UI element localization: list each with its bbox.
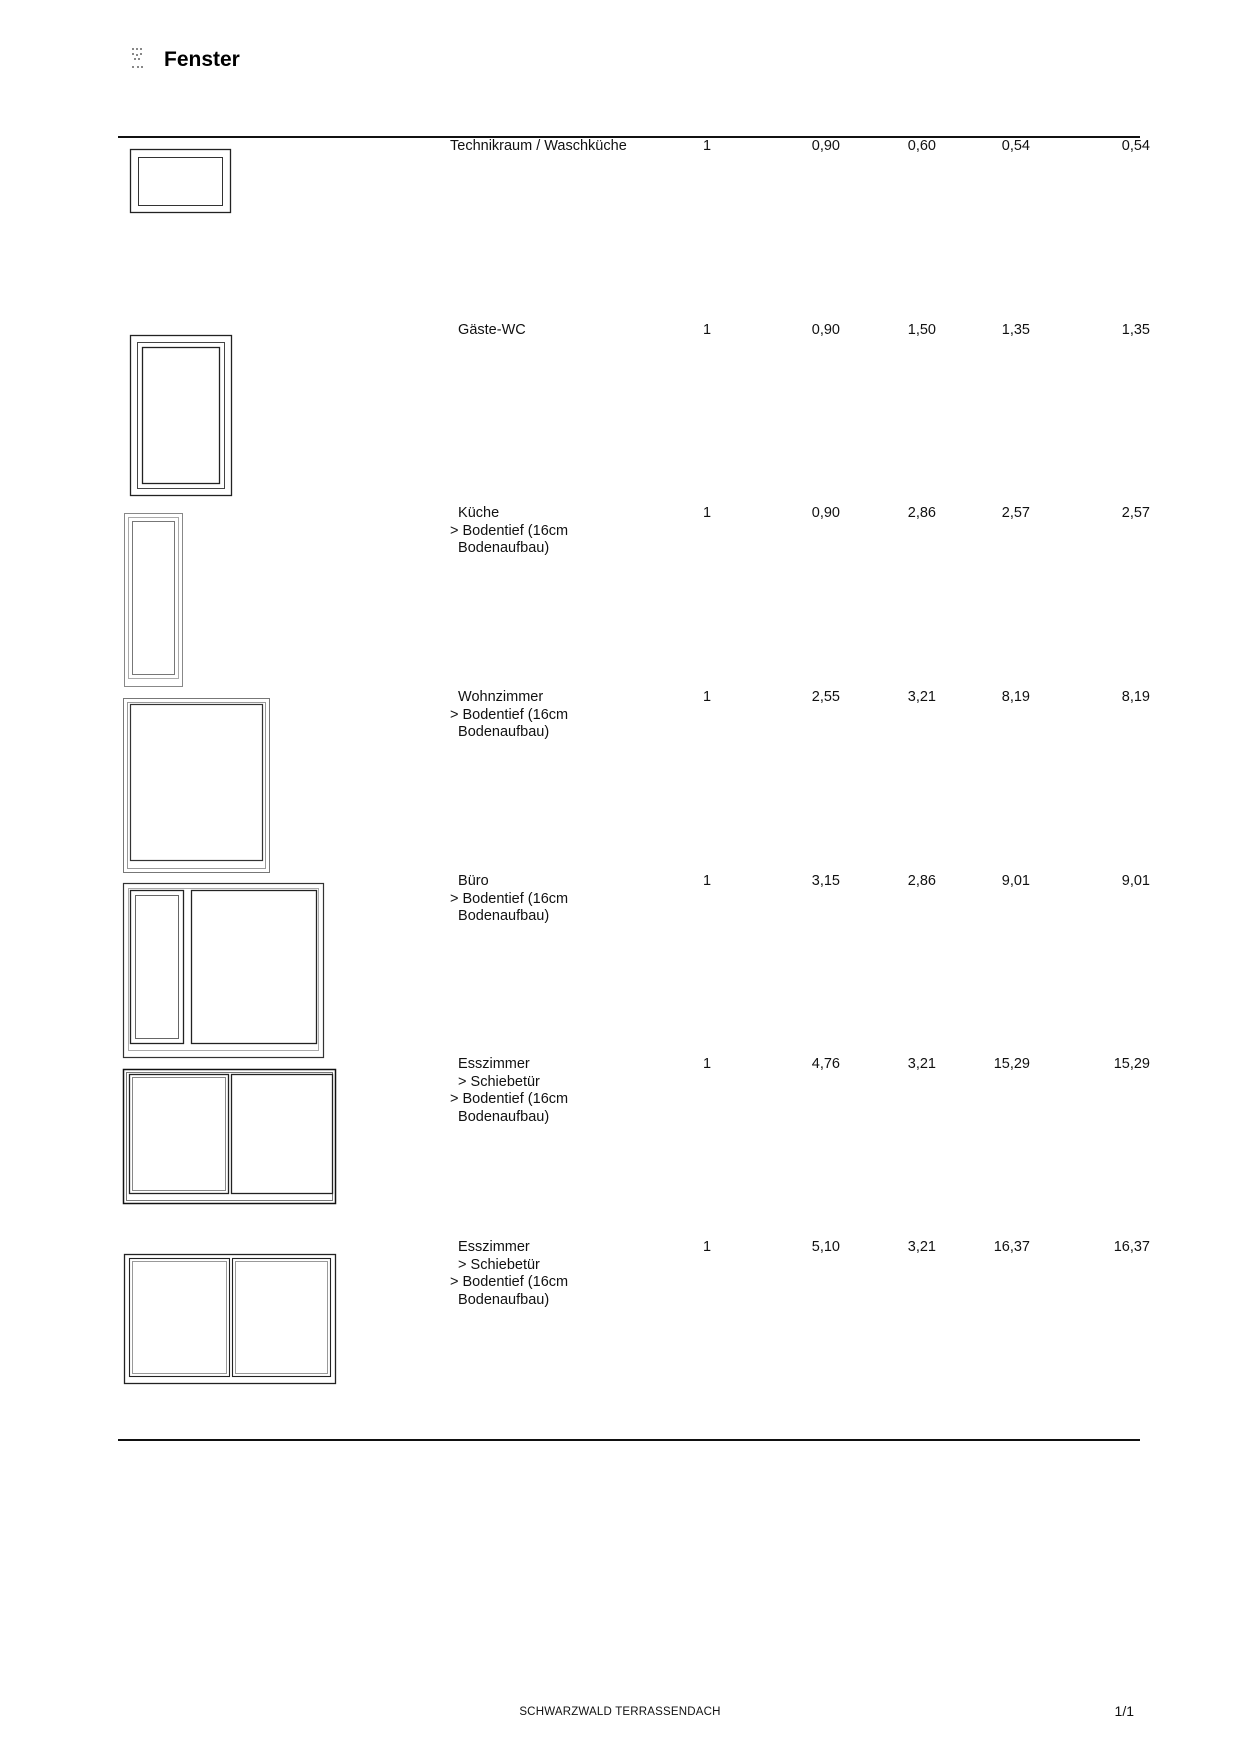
page-number: 1/1 <box>1114 1703 1134 1719</box>
area-cell: 9,01 <box>1001 873 1030 889</box>
room-label: Esszimmer > Schiebetür > Bodentief (16cm Bodenaufbau) <box>450 1239 569 1308</box>
count-cell: 1 <box>702 322 712 338</box>
page-title: Fenster <box>164 48 240 71</box>
total-area-cell: 8,19 <box>1121 689 1150 705</box>
width-cell: 0,90 <box>811 138 840 154</box>
window-elevation-drawing <box>118 873 438 1053</box>
total-area-cell: 16,37 <box>1113 1239 1150 1255</box>
window-elevation-drawing <box>118 322 438 502</box>
count-cell: 1 <box>702 873 712 889</box>
width-cell: 2,55 <box>811 689 840 705</box>
count-cell: 1 <box>702 505 712 521</box>
height-cell: 1,50 <box>907 322 936 338</box>
area-cell: 16,37 <box>993 1239 1030 1255</box>
company-logo-icon <box>130 46 146 72</box>
width-cell: 0,90 <box>811 505 840 521</box>
window-elevation-drawing <box>118 505 438 685</box>
height-cell: 3,21 <box>907 1239 936 1255</box>
room-label: Esszimmer > Schiebetür > Bodentief (16cm Bodenaufbau) <box>450 1056 569 1125</box>
total-area-cell: 2,57 <box>1121 505 1150 521</box>
height-cell: 3,21 <box>907 689 936 705</box>
footer-project-name: SCHWARZWALD TERRASSENDACH <box>519 1706 721 1718</box>
height-cell: 0,60 <box>907 138 936 154</box>
total-area-cell: 1,35 <box>1121 322 1150 338</box>
window-row-kueche[interactable] <box>118 505 1150 689</box>
area-cell: 15,29 <box>993 1056 1030 1072</box>
window-row-esszimmer-1[interactable] <box>118 1056 1150 1240</box>
room-label: Küche > Bodentief (16cm Bodenaufbau) <box>450 505 569 556</box>
room-label: Gäste-WC <box>450 322 526 338</box>
width-cell: 5,10 <box>811 1239 840 1255</box>
total-area-cell: 15,29 <box>1113 1056 1150 1072</box>
window-row-wohnzimmer[interactable] <box>118 689 1150 873</box>
room-label: Büro > Bodentief (16cm Bodenaufbau) <box>450 873 569 924</box>
area-cell: 0,54 <box>1001 138 1030 154</box>
height-cell: 2,86 <box>907 505 936 521</box>
width-cell: 4,76 <box>811 1056 840 1072</box>
count-cell: 1 <box>702 1056 712 1072</box>
count-cell: 1 <box>702 689 712 705</box>
count-cell: 1 <box>702 1239 712 1255</box>
window-row-technikraum[interactable] <box>118 138 1150 322</box>
area-cell: 8,19 <box>1001 689 1030 705</box>
count-cell: 1 <box>702 138 712 154</box>
total-area-cell: 0,54 <box>1121 138 1150 154</box>
window-elevation-drawing <box>118 1056 438 1236</box>
area-cell: 2,57 <box>1001 505 1030 521</box>
window-row-buero[interactable] <box>118 873 1150 1057</box>
height-cell: 2,86 <box>907 873 936 889</box>
table-bottom-rule <box>118 1439 1140 1441</box>
window-elevation-drawing <box>118 689 438 869</box>
window-row-gaeste-wc[interactable] <box>118 322 1150 506</box>
width-cell: 0,90 <box>811 322 840 338</box>
window-elevation-drawing <box>118 138 438 318</box>
room-label: Wohnzimmer > Bodentief (16cm Bodenaufbau) <box>450 689 569 740</box>
room-label: Technikraum / Waschküche <box>450 138 627 154</box>
area-cell: 1,35 <box>1001 322 1030 338</box>
window-elevation-drawing <box>118 1239 438 1419</box>
window-row-esszimmer-2[interactable] <box>118 1239 1150 1423</box>
height-cell: 3,21 <box>907 1056 936 1072</box>
total-area-cell: 9,01 <box>1121 873 1150 889</box>
width-cell: 3,15 <box>811 873 840 889</box>
